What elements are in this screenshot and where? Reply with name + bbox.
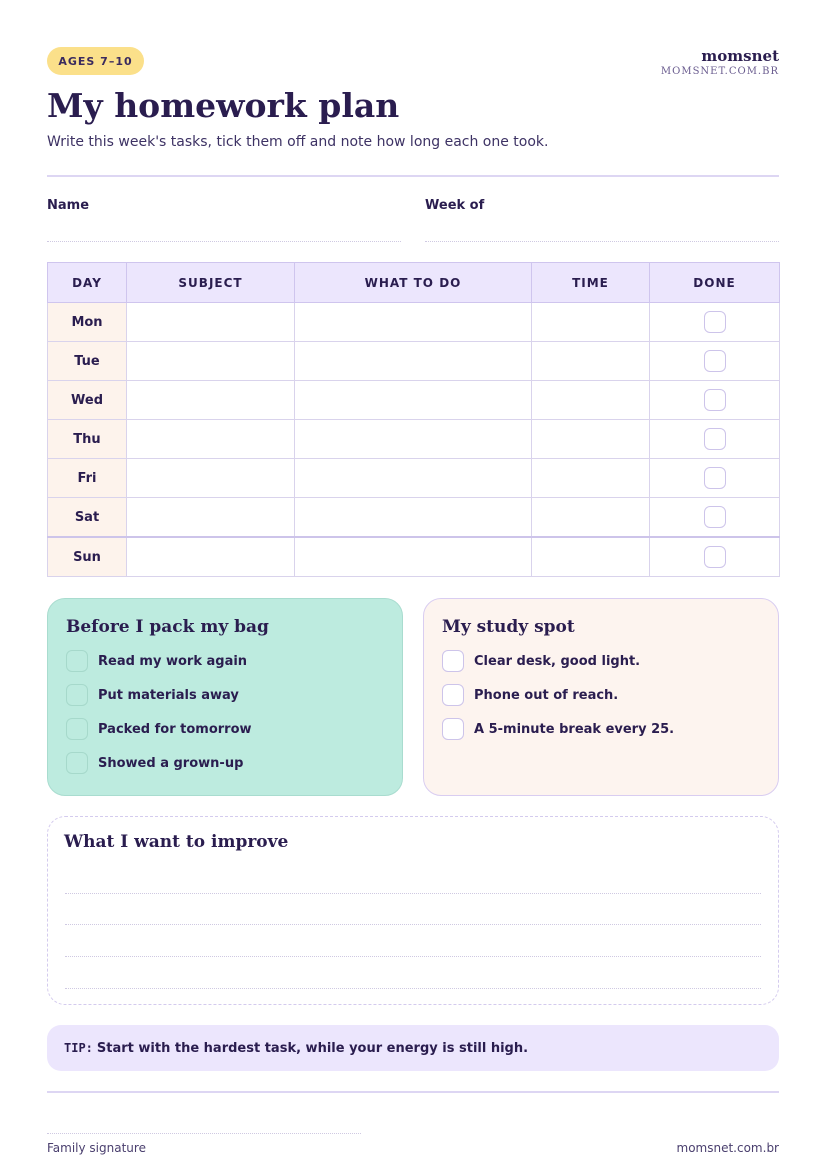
- list-item-label: Clear desk, good light.: [474, 653, 641, 669]
- writing-line[interactable]: [65, 893, 761, 894]
- done-checkbox[interactable]: [704, 311, 726, 333]
- age-badge: AGES 7–10: [47, 47, 144, 75]
- what-to-do-cell[interactable]: [295, 537, 532, 577]
- done-cell: [650, 537, 780, 577]
- time-cell[interactable]: [532, 342, 650, 381]
- writing-line[interactable]: [65, 924, 761, 925]
- brand-url: MOMSNET.COM.BR: [660, 66, 779, 77]
- writing-line[interactable]: [65, 956, 761, 957]
- subject-cell[interactable]: [127, 459, 295, 498]
- done-checkbox[interactable]: [704, 467, 726, 489]
- done-checkbox[interactable]: [704, 389, 726, 411]
- name-label: Name: [47, 198, 90, 213]
- tip-box: [47, 1025, 779, 1071]
- done-checkbox[interactable]: [704, 350, 726, 372]
- week-label: Week of: [425, 198, 485, 213]
- time-cell[interactable]: [532, 498, 650, 538]
- page-title: My homework plan: [47, 86, 400, 125]
- subject-cell[interactable]: [127, 498, 295, 538]
- header-subject: SUBJECT: [127, 263, 295, 303]
- done-cell: [650, 498, 780, 538]
- table-header-row: [48, 263, 780, 303]
- list-item: [66, 683, 252, 707]
- done-cell: [650, 342, 780, 381]
- brand-block: [661, 48, 779, 79]
- subject-cell[interactable]: [127, 537, 295, 577]
- header-time: TIME: [532, 263, 650, 303]
- list-item: [442, 683, 674, 707]
- time-cell[interactable]: [532, 381, 650, 420]
- list-item-label: Put materials away: [98, 687, 239, 703]
- subject-cell[interactable]: [127, 381, 295, 420]
- list-item-label: Phone out of reach.: [474, 687, 619, 703]
- what-to-do-cell[interactable]: [295, 498, 532, 538]
- bag-checklist-panel: [47, 598, 403, 796]
- improve-box: [47, 816, 779, 1005]
- table-row: [48, 420, 780, 459]
- checkbox[interactable]: [66, 684, 88, 706]
- done-checkbox[interactable]: [704, 428, 726, 450]
- done-cell: [650, 459, 780, 498]
- table-row: [48, 498, 780, 538]
- done-cell: [650, 303, 780, 342]
- day-cell: Wed: [48, 381, 127, 420]
- name-field[interactable]: [47, 241, 401, 242]
- checkbox[interactable]: [66, 718, 88, 740]
- day-cell: Fri: [48, 459, 127, 498]
- week-field[interactable]: [425, 241, 779, 242]
- tip-label: TIP:: [64, 1041, 93, 1055]
- signature-field[interactable]: [47, 1133, 361, 1134]
- done-checkbox[interactable]: [704, 546, 726, 568]
- spot-checklist: [442, 649, 674, 751]
- done-cell: [650, 420, 780, 459]
- list-item: [66, 751, 252, 775]
- what-to-do-cell[interactable]: [295, 342, 532, 381]
- tip-text: Start with the hardest task, while your energy is still high.: [96, 1040, 529, 1056]
- day-cell: Mon: [48, 303, 127, 342]
- subject-cell[interactable]: [127, 303, 295, 342]
- footer-divider: [47, 1091, 779, 1093]
- list-item-label: Showed a grown-up: [98, 755, 244, 771]
- list-item: [66, 717, 252, 741]
- brand-name: momsnet: [701, 47, 779, 65]
- time-cell[interactable]: [532, 459, 650, 498]
- header-divider: [47, 175, 779, 177]
- header-day: DAY: [48, 263, 127, 303]
- table-row: [48, 342, 780, 381]
- table-row: [48, 537, 780, 577]
- checkbox[interactable]: [442, 718, 464, 740]
- header-done: DONE: [650, 263, 780, 303]
- table-row: [48, 459, 780, 498]
- signature-label: Family signature: [47, 1141, 146, 1155]
- checkbox[interactable]: [442, 684, 464, 706]
- checkbox[interactable]: [66, 650, 88, 672]
- day-cell: Sun: [48, 537, 127, 577]
- list-item: [66, 649, 252, 673]
- day-cell: Tue: [48, 342, 127, 381]
- day-cell: Thu: [48, 420, 127, 459]
- table-row: [48, 303, 780, 342]
- spot-panel-title: My study spot: [442, 617, 575, 637]
- day-cell: Sat: [48, 498, 127, 538]
- footer-url: momsnet.com.br: [676, 1141, 779, 1155]
- list-item-label: A 5-minute break every 25.: [474, 721, 675, 737]
- time-cell[interactable]: [532, 303, 650, 342]
- homework-table: [47, 262, 780, 577]
- what-to-do-cell[interactable]: [295, 381, 532, 420]
- what-to-do-cell[interactable]: [295, 303, 532, 342]
- list-item-label: Packed for tomorrow: [98, 721, 252, 737]
- header-what-to-do: WHAT TO DO: [295, 263, 532, 303]
- subject-cell[interactable]: [127, 420, 295, 459]
- study-spot-panel: [423, 598, 779, 796]
- table-row: [48, 381, 780, 420]
- what-to-do-cell[interactable]: [295, 420, 532, 459]
- list-item: [442, 649, 674, 673]
- improve-title: What I want to improve: [64, 832, 289, 852]
- bag-checklist: [66, 649, 252, 785]
- list-item-label: Read my work again: [98, 653, 248, 669]
- bag-panel-title: Before I pack my bag: [66, 617, 269, 637]
- done-checkbox[interactable]: [704, 506, 726, 528]
- writing-line[interactable]: [65, 988, 761, 989]
- checkbox[interactable]: [66, 752, 88, 774]
- time-cell[interactable]: [532, 420, 650, 459]
- list-item: [442, 717, 674, 741]
- done-cell: [650, 381, 780, 420]
- what-to-do-cell[interactable]: [295, 459, 532, 498]
- time-cell[interactable]: [532, 537, 650, 577]
- checkbox[interactable]: [442, 650, 464, 672]
- page-subtitle: Write this week's tasks, tick them off and note how long each one took.: [47, 134, 549, 150]
- subject-cell[interactable]: [127, 342, 295, 381]
